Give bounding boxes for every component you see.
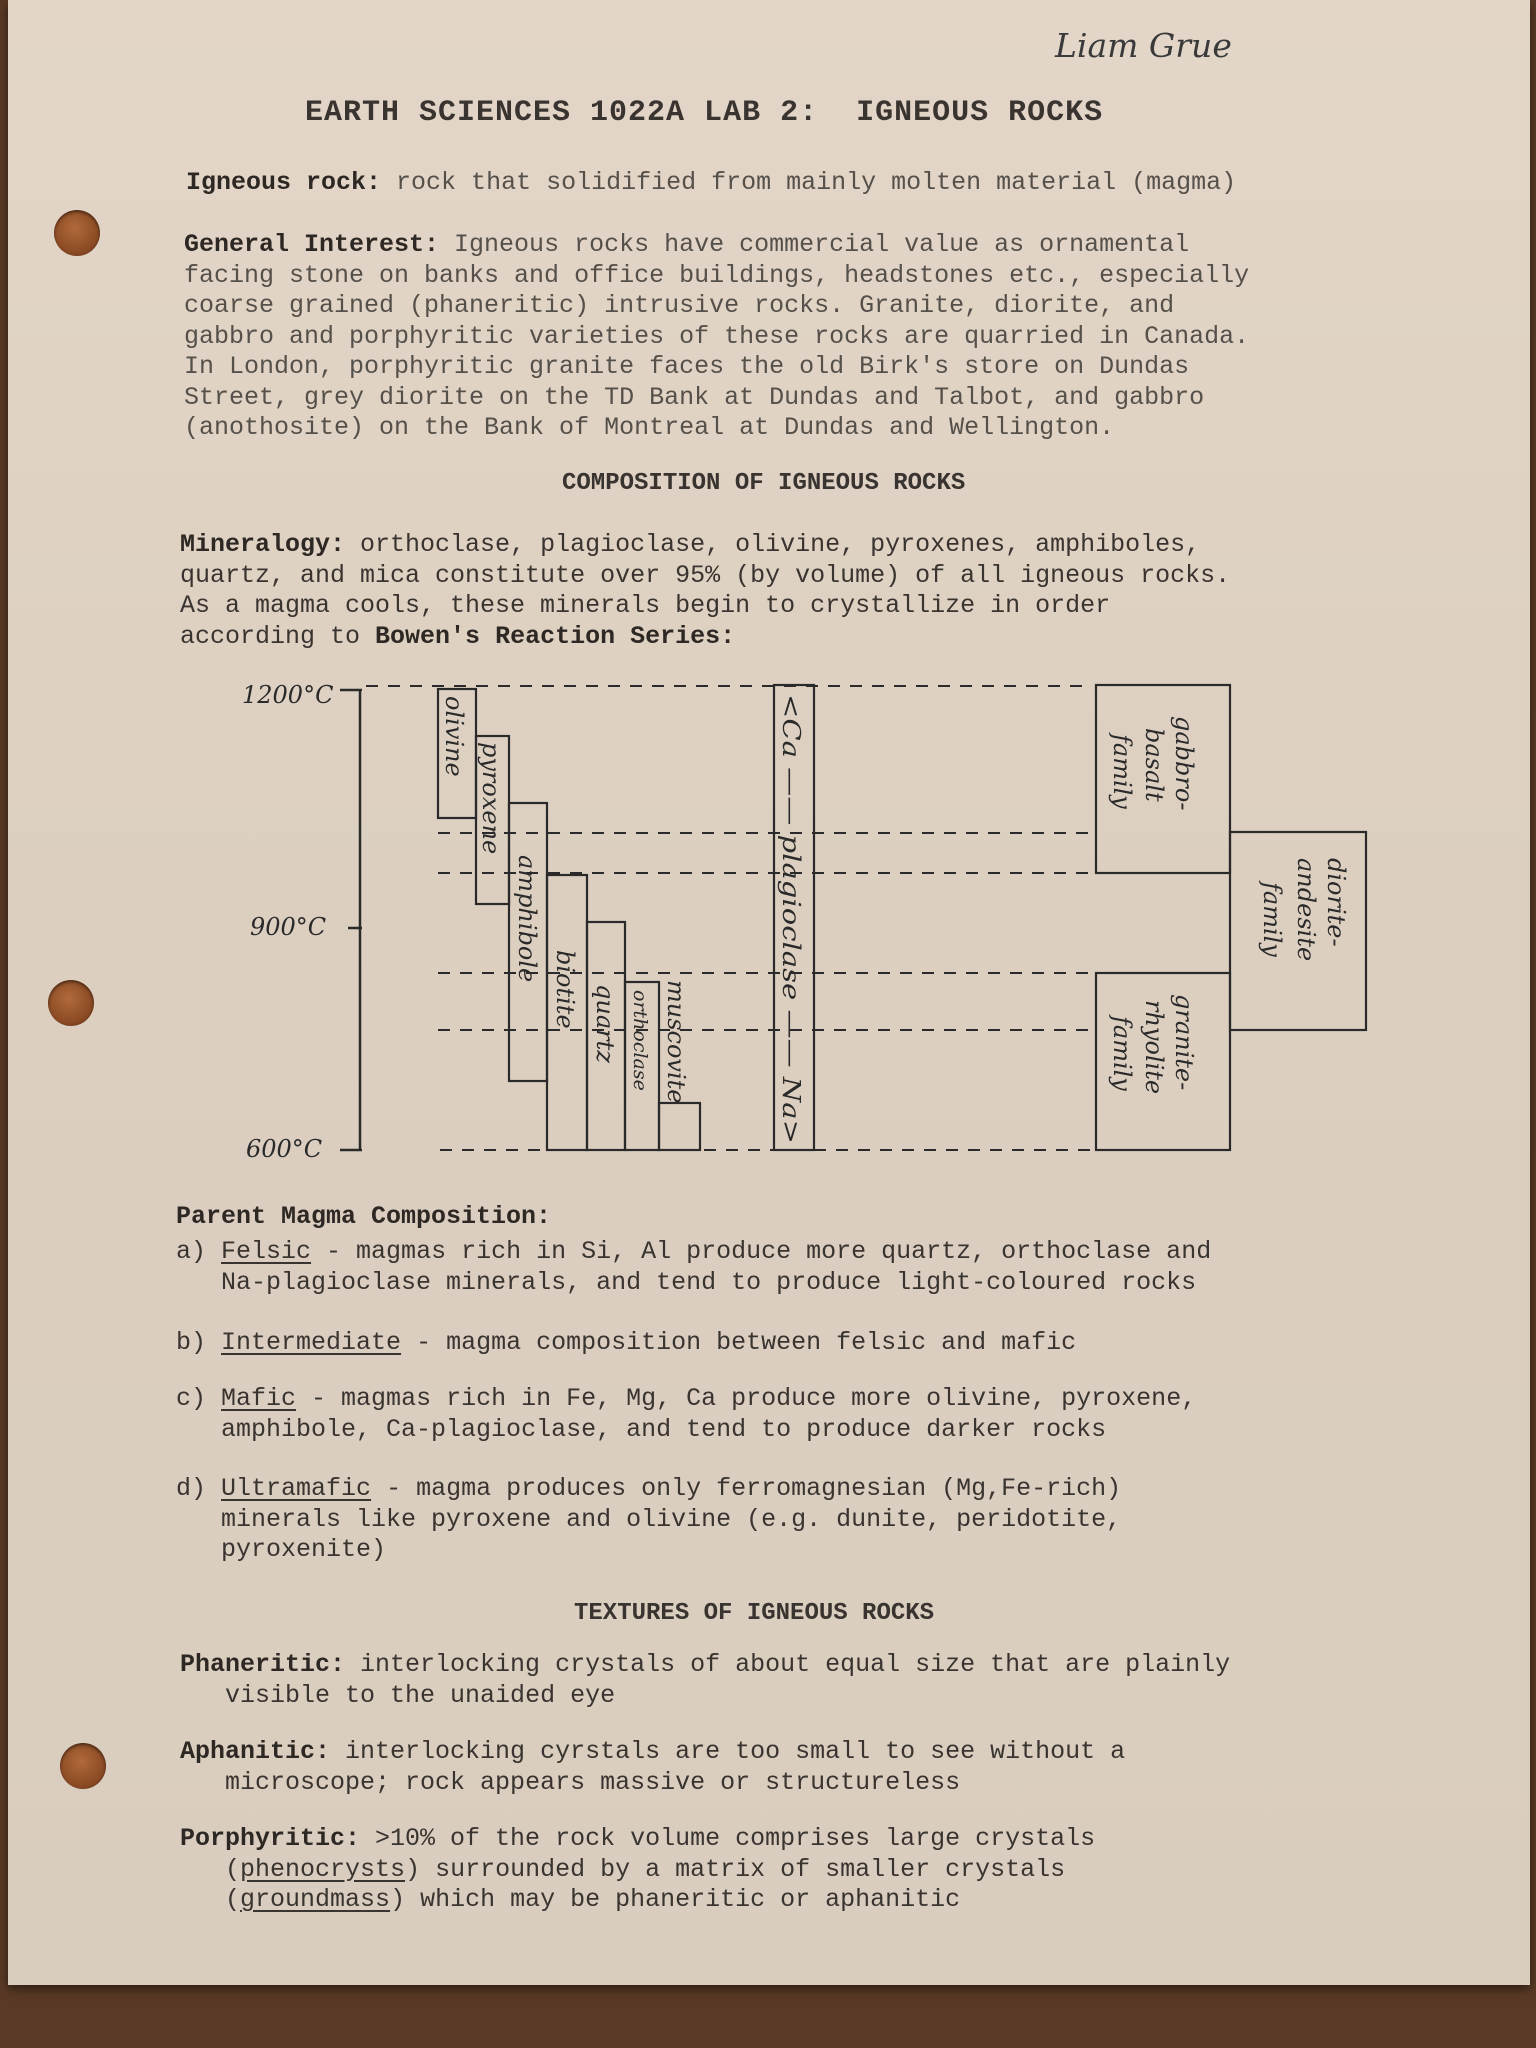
family-label: family (1108, 1016, 1136, 1091)
mineralogy-paragraph: Mineralogy: orthoclase, plagioclase, olivine, pyroxenes, amphiboles, quartz, and mica constitute over 95% (by volume) of all igneous rocks. As a magma cools, these minerals begin to crystallize in order according to Bowen's Reaction Series: (180, 530, 1231, 651)
composition-heading: COMPOSITION OF IGNEOUS ROCKS (562, 470, 966, 497)
igneous-definition: Igneous rock: rock that solidified from mainly molten material (magma) (186, 168, 1237, 197)
list-item-mafic: c) Mafic - magmas rich in Fe, Mg, Ca produce more olivine, pyroxene, amphibole, Ca-plagioclase, and tend to produce darker rocks (176, 1384, 1197, 1444)
plagioclase-label: <Ca —— plagioclase —— Na> (777, 694, 805, 1066)
handwritten-signature: Liam Grue (1055, 26, 1232, 65)
textures-heading: TEXTURES OF IGNEOUS ROCKS (574, 1600, 935, 1627)
list-item-ultramafic: d) Ultramafic - magma produces only ferromagnesian (Mg,Fe-rich) minerals like pyroxene and olivine (e.g. dunite, peridotite, pyroxenite) (176, 1474, 1122, 1564)
parent-magma-heading: Parent Magma Composition: (176, 1202, 552, 1231)
family-label: family (1258, 882, 1286, 957)
temp-label-900: 900°C (250, 913, 327, 941)
mineral-label-pyroxene: pyroxene (477, 742, 505, 855)
temp-label-600: 600°C (246, 1135, 323, 1163)
family-label: andesite (1292, 858, 1320, 962)
list-item-intermediate: b) Intermediate - magma composition between felsic and mafic (176, 1328, 1077, 1357)
texture-aphanitic: Aphanitic: interlocking cyrstals are too small to see without a microscope; rock appears massive or structureless (180, 1737, 1126, 1797)
list-item-felsic: a) Felsic - magmas rich in Si, Al produce more quartz, orthoclase and Na-plagioclase minerals, and tend to produce light-coloured rocks (176, 1237, 1212, 1297)
family-label: granite- (1170, 994, 1198, 1091)
family-label: family (1108, 734, 1136, 809)
mineral-label-biotite: biotite (551, 950, 579, 1029)
mineral-label-quartz: quartz (591, 984, 619, 1063)
family-label: gabbro- (1170, 716, 1198, 811)
mineral-label-muscovite: muscovite (662, 980, 690, 1104)
texture-porphyritic: Porphyritic: >10% of the rock volume comprises large crystals (phenocrysts) surrounded by a matrix of smaller crystals (groundmass) which may be phaneritic or aphanitic (180, 1824, 1096, 1914)
family-label: basalt (1140, 728, 1168, 802)
general-interest-paragraph: General Interest: Igneous rocks have commercial value as ornamental facing stone on banks and office buildings, headstones etc., especially coarse grained (phaneritic) intrusive rocks. Granite, diorite, and gabbro and porphyritic varieties of these rocks are quarried in Canada. In London, porphyritic granite faces the old Birk's store on Dundas Street, grey diorite on the TD Bank at Dundas and Talbot, and gabbro (anothosite) on the Bank of Montreal at Dundas and Wellington. (184, 230, 1250, 442)
family-label: diorite- (1322, 858, 1350, 947)
mineral-label-orthoclase: orthoclase (629, 990, 651, 1091)
mineral-label-amphibole: amphibole (513, 855, 541, 983)
page-title: EARTH SCIENCES 1022A LAB 2: IGNEOUS ROCKS (305, 96, 1104, 130)
mineral-label-olivine: olivine (440, 696, 468, 777)
punch-hole (60, 1743, 106, 1789)
muscovite-bar (659, 1103, 700, 1150)
temp-label-1200: 1200°C (242, 681, 334, 709)
family-label: rhyolite (1140, 1000, 1168, 1095)
texture-phaneritic: Phaneritic: interlocking crystals of about equal size that are plainly visible to the unaided eye (180, 1650, 1231, 1710)
